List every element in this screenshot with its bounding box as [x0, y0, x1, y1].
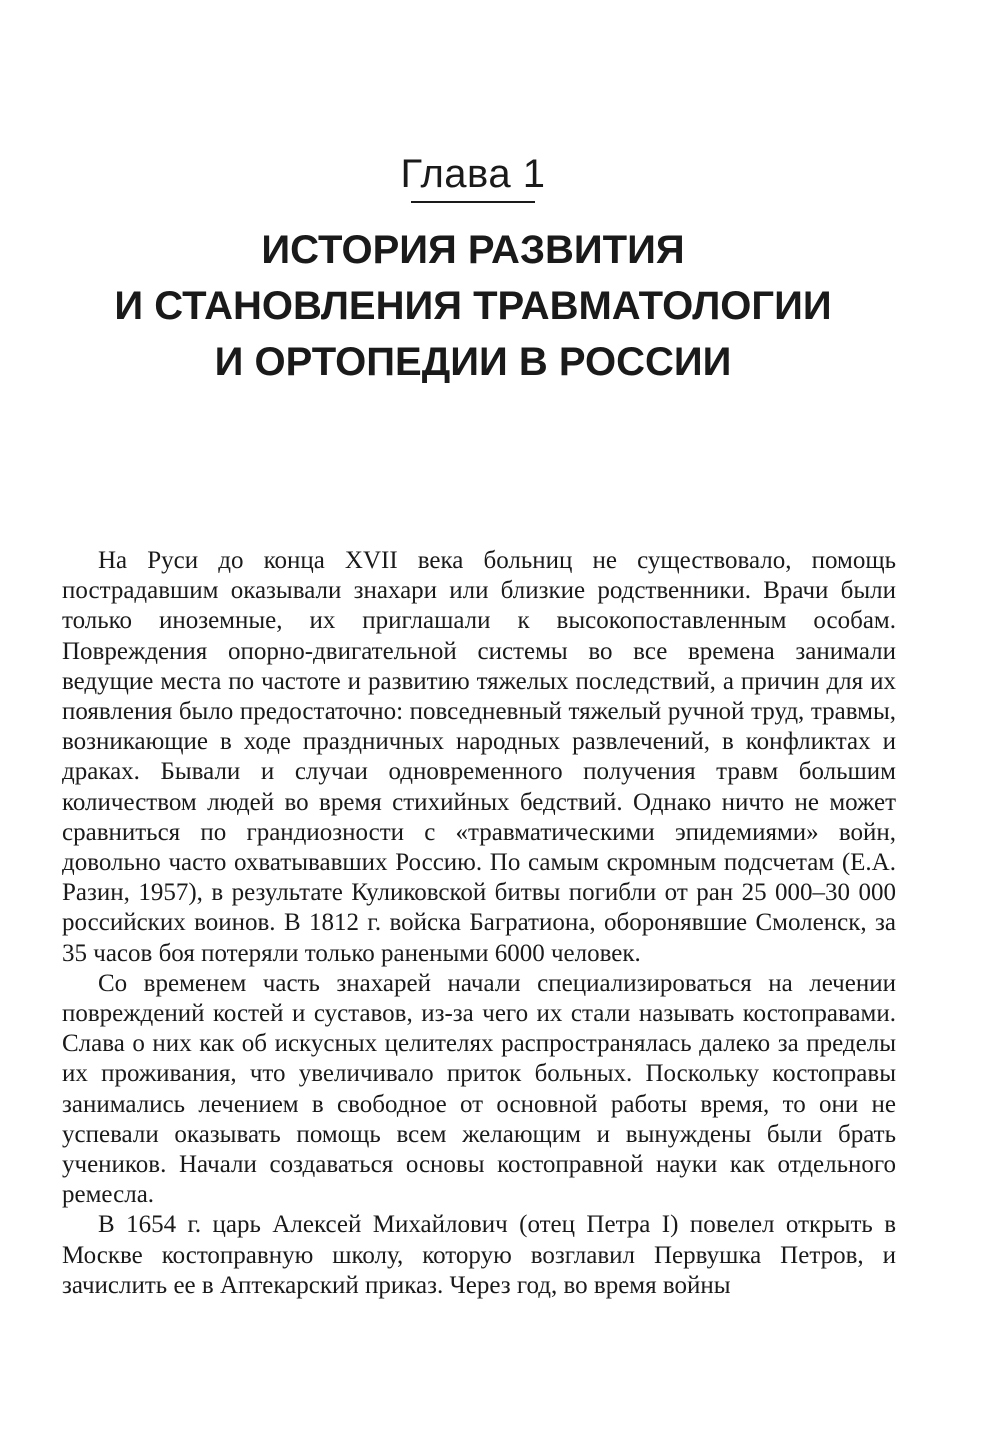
chapter-title-line: И СТАНОВЛЕНИЯ ТРАВМАТОЛОГИИ [114, 284, 832, 328]
body-text [62, 546, 896, 1301]
chapter-title [60, 222, 886, 390]
chapter-divider [411, 201, 535, 203]
chapter-label: Глава 1 [400, 152, 546, 196]
paragraph: В 1654 г. царь Алексей Михайлович (отец Петра I) повелел открыть в Москве костоправную школу, которую возглавил Первушка Петров, и зачислить ее в Аптекарский приказ. Через год, во время войны [62, 1211, 896, 1299]
paragraph: Со временем часть знахарей начали специализироваться на лечении повреждений костей и суставов, из-за чего их стали называть костоправами. Слава о них как об искусных целителях распространялась далеко за пределы их проживания, что увеличивало приток больных. Поскольку костоправы занимались лечением в свободное от основной работы время, то они не успевали оказывать помощь всем желающим и вынуждены были брать учеников. Начали создаваться основы костоправной науки как отдельного ремесла. [62, 969, 896, 1209]
chapter-title-line: И ОРТОПЕДИИ В РОССИИ [214, 340, 732, 384]
paragraph: На Руси до конца XVII века больниц не существовало, помощь пострадавшим оказывали знахари или близкие родственники. Врачи были только иноземные, их приглашали к высокопоставленным особам. Повреждения опорно-двигательной системы во все времена занимали ведущие места по частоте и развитию тяжелых последствий, а причин для их появления было предостаточно: повседневный тяжелый ручной труд, травмы, возникающие в ходе праздничных народных развлечений, в конфликтах и драках. Бывали и случаи одновременного получения травм большим количеством людей во время стихийных бедствий. Однако ничто не может сравниться по грандиозности с «травматическими эпидемиями» войн, довольно часто охватывавших Россию. По самым скромным подсчетам (Е.А. Разин, 1957), в результате Куликовской битвы погибли от ран 25 000–30 000 российских воинов. В 1812 г. войска Багратиона, оборонявшие Смоленск, за 35 часов боя потеряли только ранеными 6000 человек. [62, 547, 896, 967]
chapter-title-line: ИСТОРИЯ РАЗВИТИЯ [261, 228, 685, 272]
